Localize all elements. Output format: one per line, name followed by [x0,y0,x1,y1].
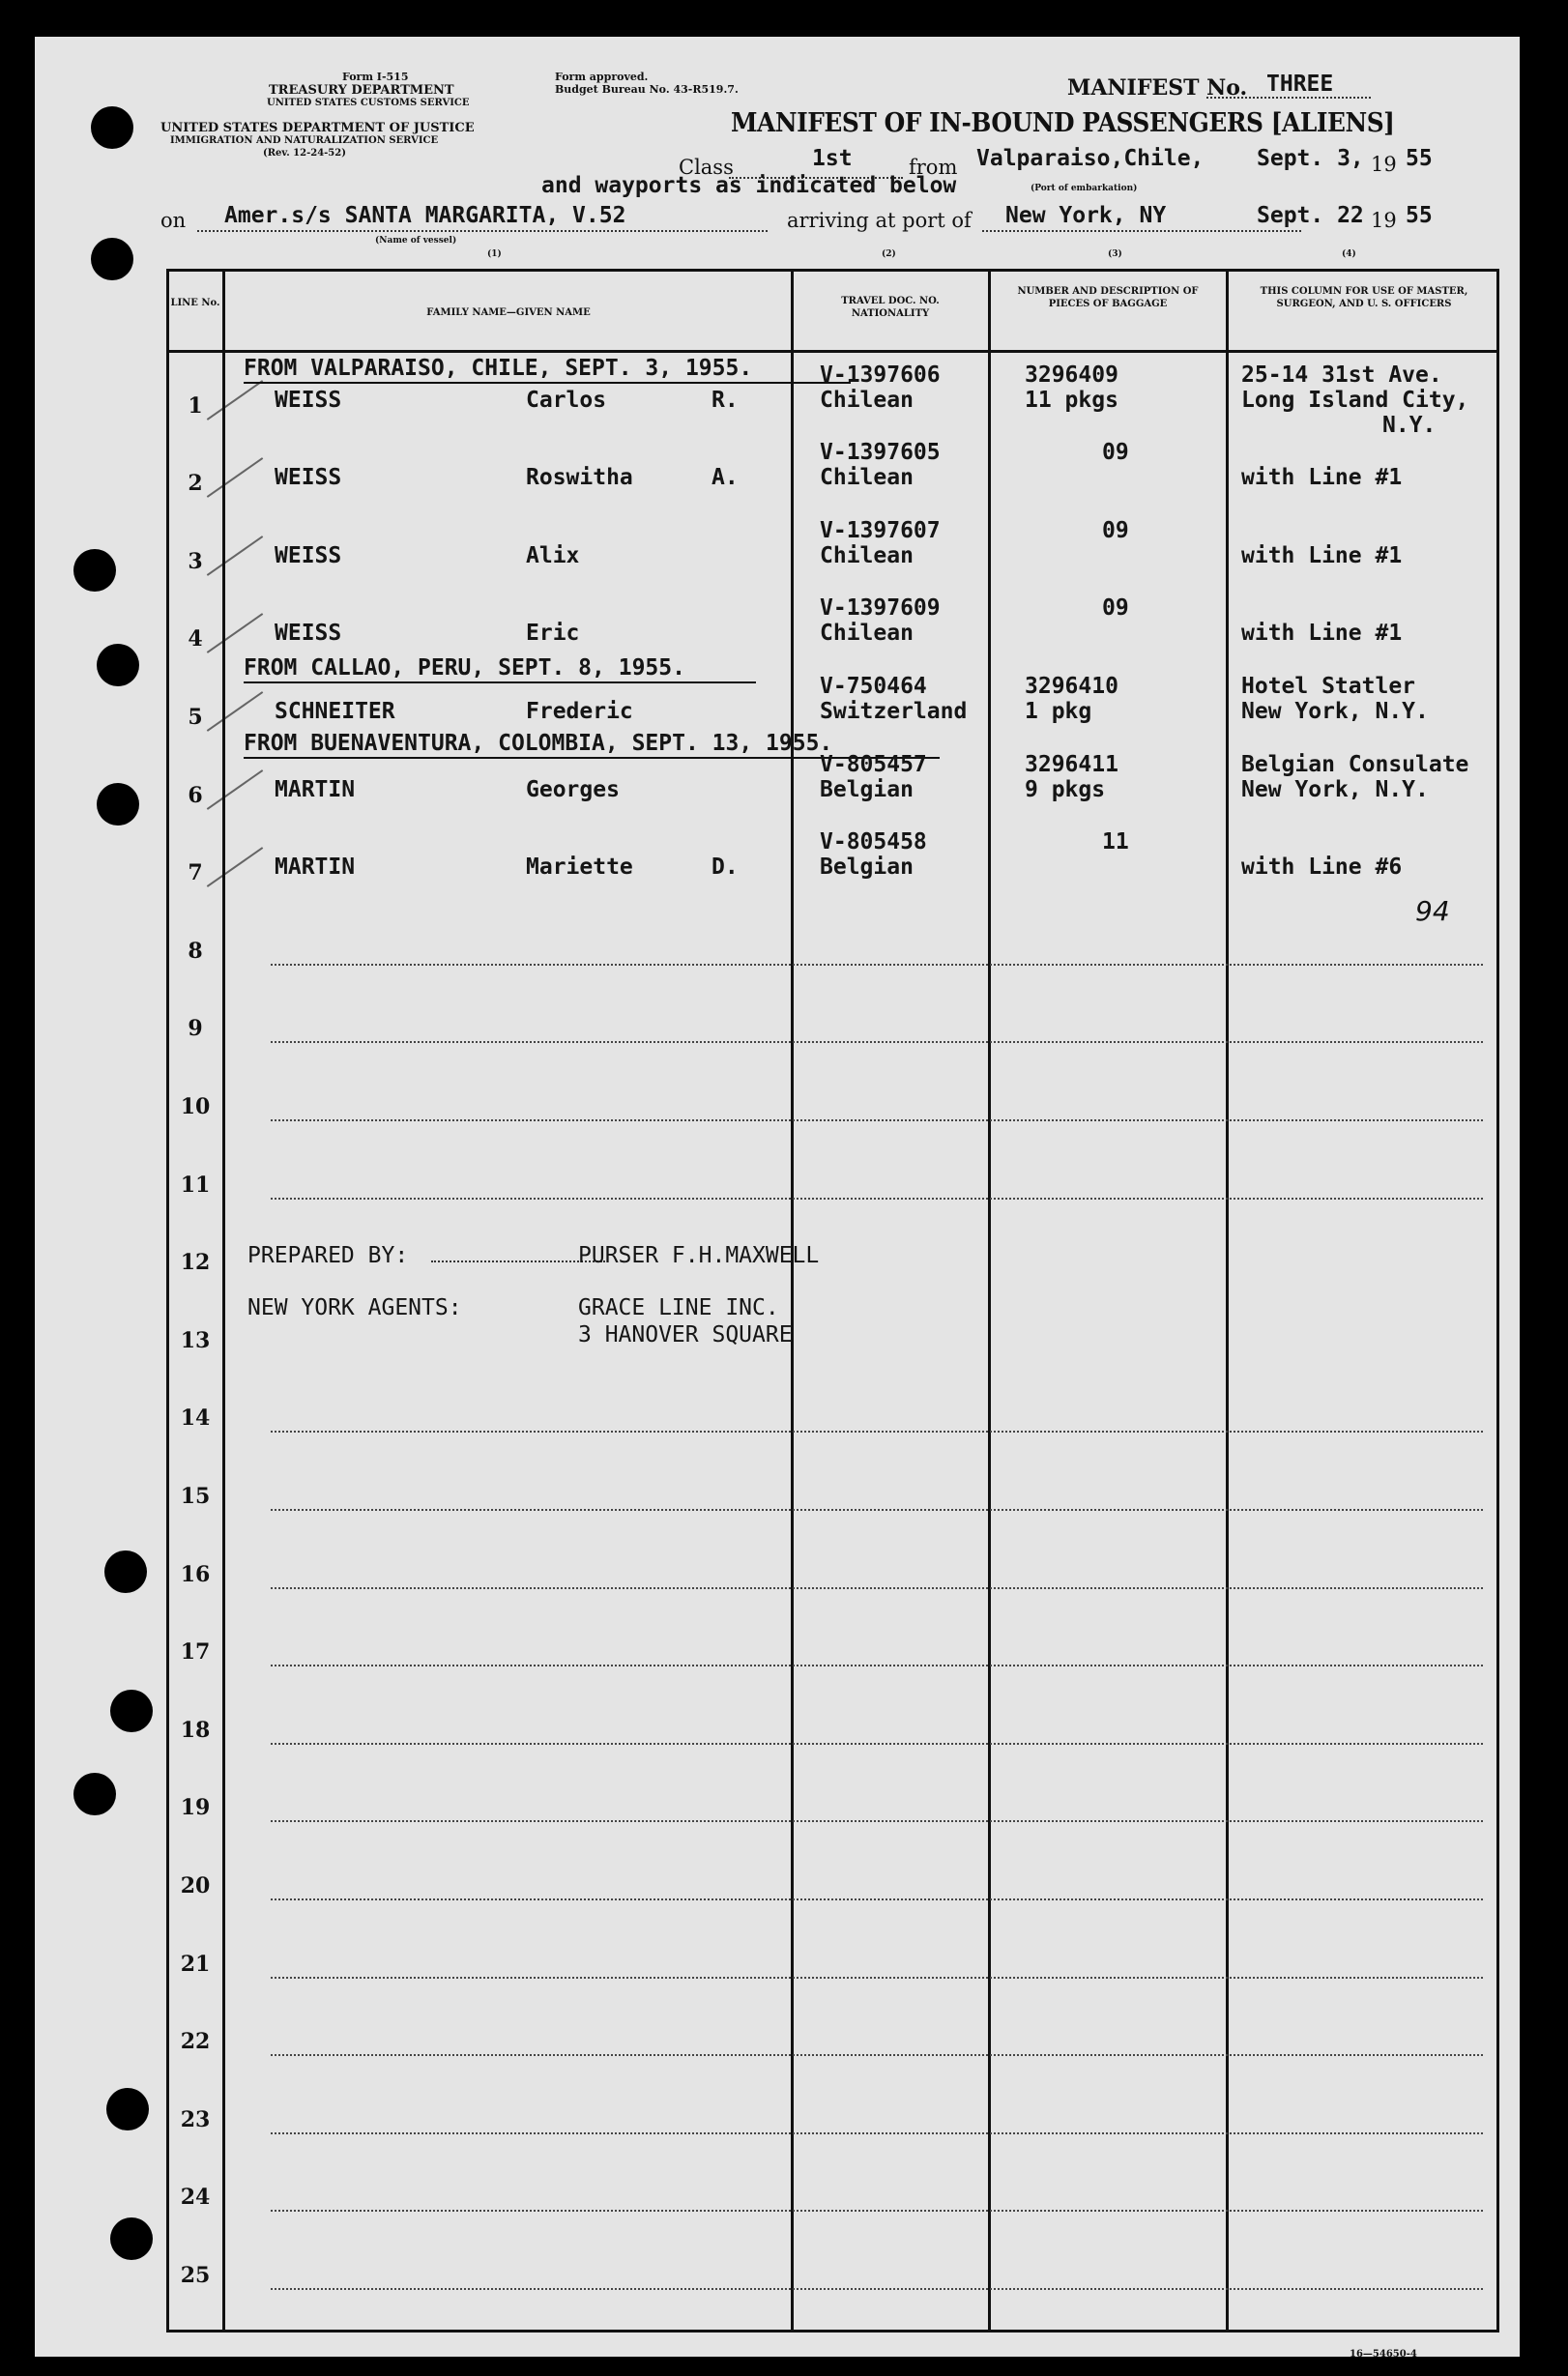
baggage-description: 11 pkgs [1025,387,1118,413]
treasury-dept: TREASURY DEPARTMENT [269,83,454,98]
year-prefix-2: 19 [1371,209,1397,232]
section-heading: FROM VALPARAISO, CHILE, SEPT. 3, 1955. [244,356,753,381]
table-top-border [166,269,1498,272]
nationality: Chilean [820,465,914,491]
from-port: Valparaiso,Chile, [976,146,1205,171]
punch-hole [91,106,133,149]
line-number: 6 [188,782,203,808]
punch-hole [104,1550,147,1593]
embark-year: 55 [1406,146,1433,171]
punch-hole [73,549,116,592]
given-name: Alix [526,542,580,568]
vessel-caption: (Name of vessel) [375,236,457,246]
family-name: MARTIN [275,776,356,802]
row-dot-leader [271,1587,1483,1589]
travel-doc-number: V-1397609 [820,595,941,622]
remark-line-2: Long Island City, [1241,387,1469,413]
form-code: 16—54650-4 [1350,2349,1417,2360]
travel-doc-number: V-1397605 [820,440,941,466]
given-name: Roswitha [526,465,633,491]
row-dot-leader [271,1977,1483,1979]
family-name: WEISS [275,465,342,491]
travel-doc-number: V-750464 [820,674,927,699]
line-number: 22 [180,2029,211,2055]
line-number: 14 [180,1405,211,1432]
embark-date: Sept. 3, [1257,146,1364,171]
baggage-number: 09 [1102,595,1129,622]
manifest-sheet [35,37,1520,2360]
baggage-number: 11 [1102,829,1129,855]
line-number: 17 [180,1639,211,1666]
row-dot-leader [271,2054,1483,2056]
row-dot-leader [271,1820,1483,1822]
baggage-number: 09 [1102,517,1129,543]
remark-line-1: 25-14 31st Ave. [1241,362,1442,388]
col-header-baggage: NUMBER AND DESCRIPTION OF PIECES OF BAGGAGE [1017,286,1199,309]
family-name: SCHNEITER [275,699,395,724]
section-underline [244,382,851,384]
row-dot-leader [271,1665,1483,1666]
remark-line-2: New York, N.Y. [1241,776,1429,802]
dotted-fill-line [982,230,1301,232]
col-header-officers: THIS COLUMN FOR USE OF MASTER, SURGEON, AND U. S. OFFICERS [1260,286,1468,309]
arriving-label: arriving at port of [787,209,972,232]
middle-initial: R. [711,387,739,413]
col-divider-name [791,269,794,2333]
remark-line-1: Belgian Consulate [1241,751,1469,777]
row-dot-leader [271,2288,1483,2290]
remark-line-2: with Line #1 [1241,621,1403,647]
section-underline [244,681,756,683]
baggage-description: 9 pkgs [1025,776,1106,802]
col-divider-doc [988,269,991,2333]
prepared-by-value: PURSER F.H.MAXWELL [578,1243,820,1268]
form-number: Form I-515 [342,71,409,83]
line-number: 12 [180,1250,211,1276]
line-number: 11 [180,1172,211,1198]
col-header-travel-doc: TRAVEL DOC. NO. NATIONALITY [841,296,940,319]
family-name: WEISS [275,621,342,647]
baggage-number: 3296411 [1025,751,1118,777]
given-name: Georges [526,776,620,802]
agents-value-1: GRACE LINE INC. [578,1295,779,1320]
arrival-port: New York, NY [1005,203,1167,228]
given-name: Carlos [526,387,607,413]
handwritten-total: 94 [1415,895,1450,927]
table-right-border [1496,269,1499,2333]
dotted-fill-line [197,230,768,232]
travel-doc-number: V-805457 [820,751,927,777]
travel-doc-number: V-1397607 [820,517,941,543]
punch-hole [91,238,133,280]
line-number: 5 [188,705,203,730]
prepared-by-label: PREPARED BY: [247,1243,409,1268]
agents-value-2: 3 HANOVER SQUARE [578,1322,793,1347]
section-heading: FROM CALLAO, PERU, SEPT. 8, 1955. [244,655,685,681]
row-dot-leader [271,1743,1483,1745]
line-number: 3 [188,548,203,574]
row-dot-leader [271,964,1483,966]
remark-line-2: with Line #1 [1241,465,1403,491]
dotted-fill-line [1206,97,1371,99]
line-number: 9 [188,1016,203,1042]
budget-bureau: Budget Bureau No. 43-R519.7. [555,83,739,96]
punch-hole [97,644,139,686]
line-number: 13 [180,1327,211,1353]
remark-line-3: N.Y. [1382,412,1437,438]
baggage-number: 3296409 [1025,362,1118,388]
col-divider-baggage [1226,269,1229,2333]
punch-hole [73,1773,116,1815]
line-number: 7 [188,860,203,886]
manifest-no-label: MANIFEST No. [1067,75,1248,101]
punch-hole [110,1690,153,1732]
line-number: 16 [180,1561,211,1587]
baggage-number: 3296410 [1025,674,1118,699]
remark-line-2: with Line #1 [1241,542,1403,568]
arrival-year: 55 [1406,203,1433,228]
given-name: Eric [526,621,580,647]
baggage-number: 09 [1102,440,1129,466]
line-number: 2 [188,471,203,497]
year-prefix: 19 [1371,153,1397,176]
nationality: Switzerland [820,699,968,724]
nationality: Belgian [820,855,914,881]
line-number: 4 [188,626,203,652]
caption-4: (4) [1342,249,1356,259]
table-header-rule [166,350,1498,353]
given-name: Frederic [526,699,633,724]
row-dot-leader [271,1041,1483,1043]
remark-line-2: with Line #6 [1241,855,1403,881]
form-revision: (Rev. 12-24-52) [263,148,346,159]
caption-2: (2) [882,249,896,259]
line-number: 23 [180,2106,211,2132]
line-number: 24 [180,2185,211,2211]
table-left-border [166,269,169,2333]
line-number: 8 [188,938,203,964]
col-header-name: FAMILY NAME—GIVEN NAME [426,307,591,318]
line-number: 15 [180,1484,211,1509]
row-dot-leader [271,2132,1483,2134]
on-label: on [160,209,187,232]
wayports-line: and wayports as indicated below [541,173,957,198]
nationality: Chilean [820,621,914,647]
nationality: Belgian [820,776,914,802]
travel-doc-number: V-805458 [820,829,927,855]
line-number: 25 [180,2263,211,2288]
caption-1: (1) [487,249,502,259]
manifest-title: MANIFEST OF IN-BOUND PASSENGERS [ALIENS] [731,108,1395,138]
section-heading: FROM BUENAVENTURA, COLOMBIA, SEPT. 13, 1955. [244,731,833,756]
manifest-number: THREE [1266,72,1334,97]
middle-initial: A. [711,465,739,491]
given-name: Mariette [526,855,633,881]
customs-service: UNITED STATES CUSTOMS SERVICE [267,98,470,108]
row-dot-leader [271,1509,1483,1511]
punch-hole [110,2217,153,2260]
nationality: Chilean [820,542,914,568]
middle-initial: D. [711,855,739,881]
justice-dept: UNITED STATES DEPARTMENT OF JUSTICE [160,121,475,135]
family-name: WEISS [275,387,342,413]
caption-3: (3) [1108,249,1122,259]
port-embark-caption: (Port of embarkation) [1031,184,1138,193]
line-number: 10 [180,1094,211,1119]
col-header-line-no: LINE No. [170,298,220,308]
class-value: 1st [812,146,853,171]
punch-hole [97,783,139,826]
remark-line-1: Hotel Statler [1241,674,1416,699]
row-dot-leader [271,1198,1483,1200]
family-name: MARTIN [275,855,356,881]
line-number: 21 [180,1951,211,1977]
row-dot-leader [271,1431,1483,1433]
col-divider-line [222,269,225,2333]
nationality: Chilean [820,387,914,413]
arrival-date: Sept. 22 [1257,203,1364,228]
form-approved: Form approved. [555,71,649,83]
vessel-name: Amer.s/s SANTA MARGARITA, V.52 [224,203,626,228]
remark-line-2: New York, N.Y. [1241,699,1429,724]
from-label: from [909,156,958,179]
line-number: 1 [188,392,203,419]
table-bottom-border [166,2330,1498,2333]
row-dot-leader [271,2210,1483,2212]
ins-service: IMMIGRATION AND NATURALIZATION SERVICE [170,135,439,146]
class-label: Class [679,156,734,179]
baggage-description: 1 pkg [1025,699,1092,724]
agents-label: NEW YORK AGENTS: [247,1295,462,1320]
travel-doc-number: V-1397606 [820,362,941,388]
family-name: WEISS [275,542,342,568]
line-number: 18 [180,1717,211,1743]
line-number: 19 [180,1795,211,1821]
line-number: 20 [180,1873,211,1898]
row-dot-leader [271,1898,1483,1900]
punch-hole [106,2088,149,2130]
row-dot-leader [271,1119,1483,1121]
